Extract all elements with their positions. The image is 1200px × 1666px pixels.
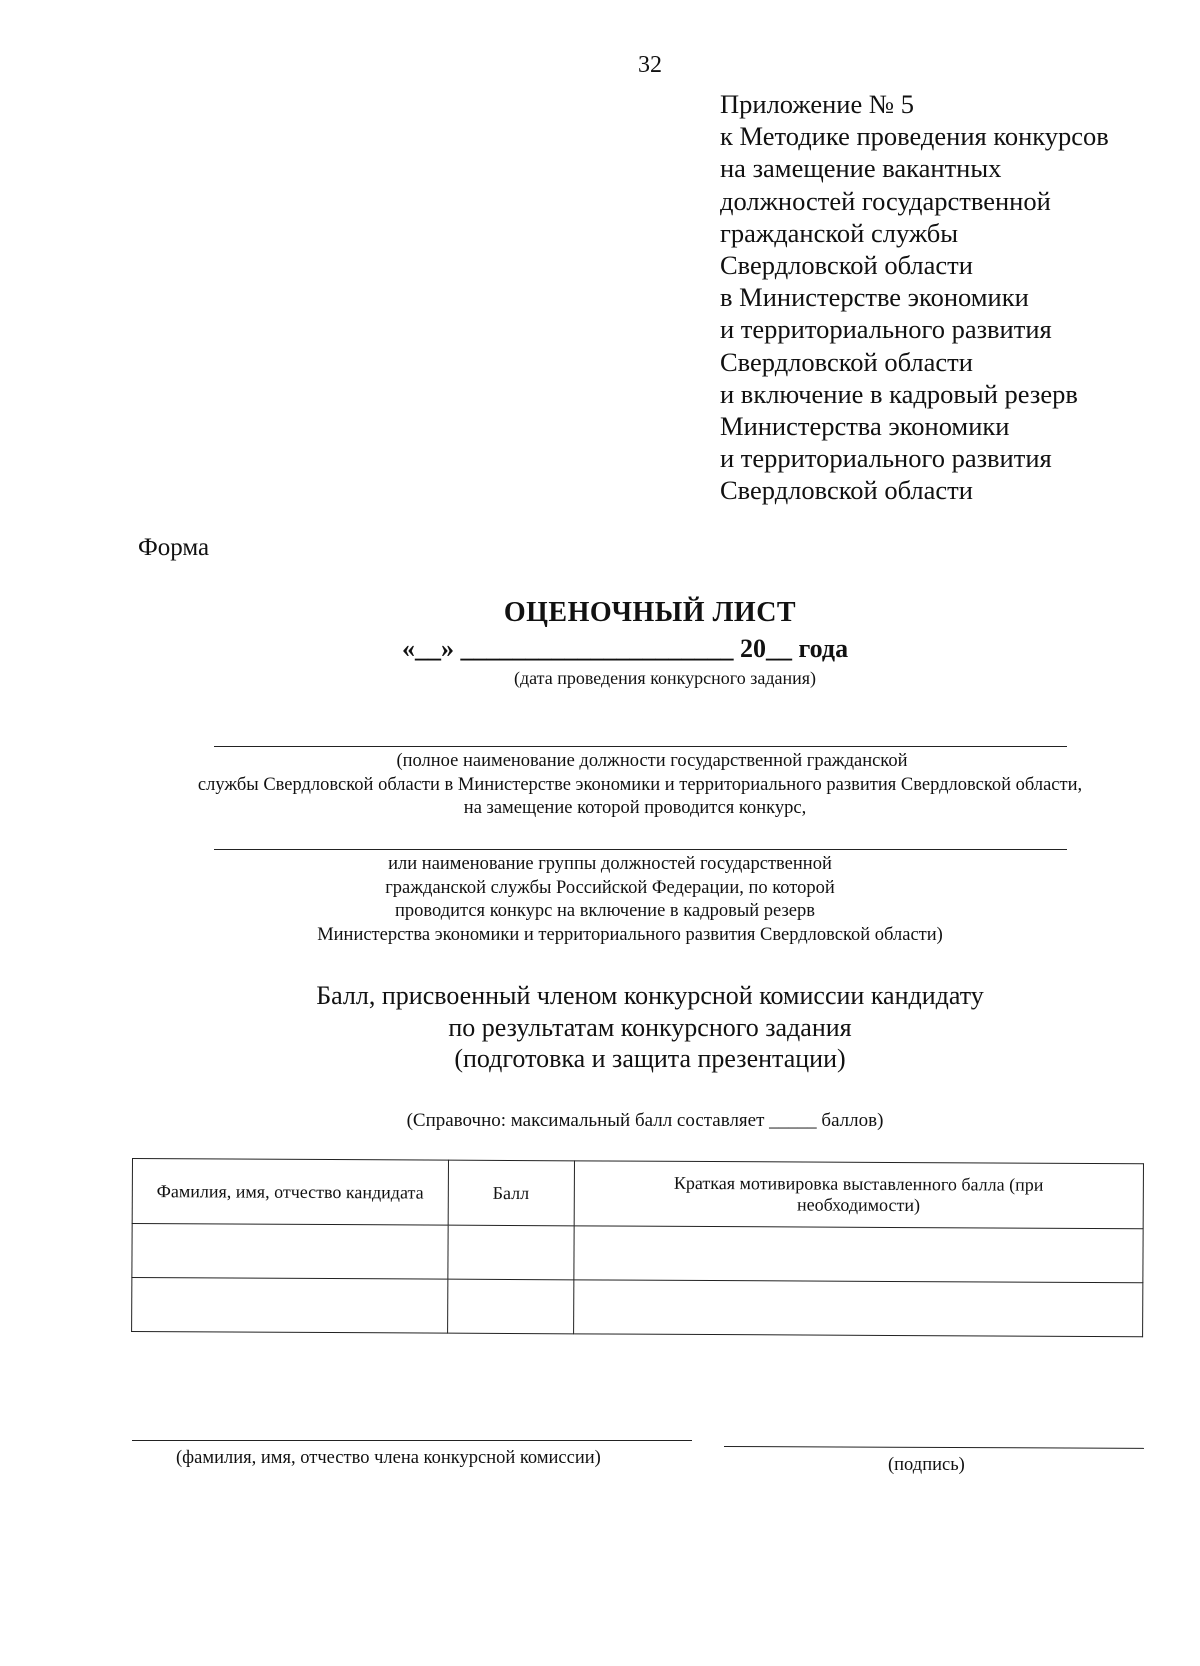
cell-motivation[interactable]	[573, 1226, 1143, 1283]
cell-score[interactable]	[448, 1225, 574, 1280]
position-caption	[150, 750, 1130, 821]
score-heading	[0, 980, 1200, 1075]
appendix-line: и включение в кадровый резерв	[720, 378, 1078, 409]
table-row	[132, 1278, 1143, 1337]
document-title: ОЦЕНОЧНЫЙ ЛИСТ	[503, 597, 797, 628]
cell-candidate-name[interactable]	[132, 1224, 448, 1280]
table-row	[132, 1224, 1143, 1283]
group-caption	[150, 853, 1130, 947]
date-year: 20__ года	[740, 634, 849, 663]
form-label: Форма	[138, 534, 210, 561]
position-caption-line: на замещение которой проводится конкурс,	[463, 798, 807, 818]
header-score: Балл	[448, 1160, 574, 1226]
position-fill-line	[214, 746, 1067, 747]
appendix-line: должностей государственной	[720, 185, 1051, 216]
appendix-line: Свердловской области	[720, 250, 973, 281]
cell-candidate-name[interactable]	[132, 1278, 448, 1334]
date-day: «__»	[402, 634, 454, 663]
score-table	[131, 1158, 1144, 1337]
score-heading-line: по результатам конкурсного задания	[448, 1012, 852, 1042]
group-fill-line	[214, 849, 1067, 850]
position-caption-line: службы Свердловской области в Министерстве экономики и территориального развития Свердловской области,	[197, 774, 1083, 795]
table-header-row	[132, 1159, 1143, 1229]
appendix-line: Министерства экономики	[720, 411, 1010, 442]
score-heading-line: (подготовка и защита презентации)	[454, 1044, 846, 1073]
appendix-line: в Министерстве экономики	[720, 282, 1029, 313]
group-caption-line: или наименование группы должностей государственной	[388, 854, 832, 874]
cell-score[interactable]	[447, 1279, 573, 1334]
cell-motivation[interactable]	[573, 1280, 1143, 1337]
appendix-line: гражданской службы	[720, 217, 959, 248]
group-caption-line: гражданской службы Российской Федерации, по которой	[385, 877, 835, 898]
header-motivation: Краткая мотивировка выставленного балла (при необходимости)	[574, 1161, 1144, 1229]
position-caption-line: (полное наименование должности государственной гражданской	[396, 751, 908, 771]
signature-line	[724, 1446, 1144, 1449]
date-line	[402, 634, 848, 664]
appendix-line: и территориального развития	[720, 443, 1052, 474]
member-name-line	[132, 1440, 692, 1441]
appendix-line: Свердловской области	[720, 475, 973, 506]
member-name-caption: (фамилия, имя, отчество члена конкурсной комиссии)	[176, 1448, 601, 1468]
page-number: 32	[638, 52, 662, 78]
group-caption-line: проводится конкурс на включение в кадровый резерв	[395, 901, 815, 921]
appendix-block	[720, 88, 1190, 507]
date-caption: (дата проведения конкурсного задания)	[513, 668, 817, 688]
appendix-line: к Методике проведения конкурсов	[720, 121, 1109, 152]
appendix-line: на замещение вакантных	[720, 153, 1002, 184]
score-heading-line: Балл, присвоенный членом конкурсной комиссии кандидату	[316, 981, 984, 1010]
appendix-line: и территориального развития	[720, 314, 1052, 345]
group-caption-line: Министерства экономики и территориального развития Свердловской области)	[317, 924, 943, 945]
header-candidate-name: Фамилия, имя, отчество кандидата	[132, 1159, 448, 1226]
appendix-line: Приложение № 5	[720, 89, 915, 119]
reference-note: (Справочно: максимальный балл составляет _____ баллов)	[406, 1110, 884, 1131]
date-month-blank: _____________________	[460, 634, 734, 663]
signature-caption: (подпись)	[888, 1455, 965, 1475]
appendix-line: Свердловской области	[720, 346, 973, 377]
